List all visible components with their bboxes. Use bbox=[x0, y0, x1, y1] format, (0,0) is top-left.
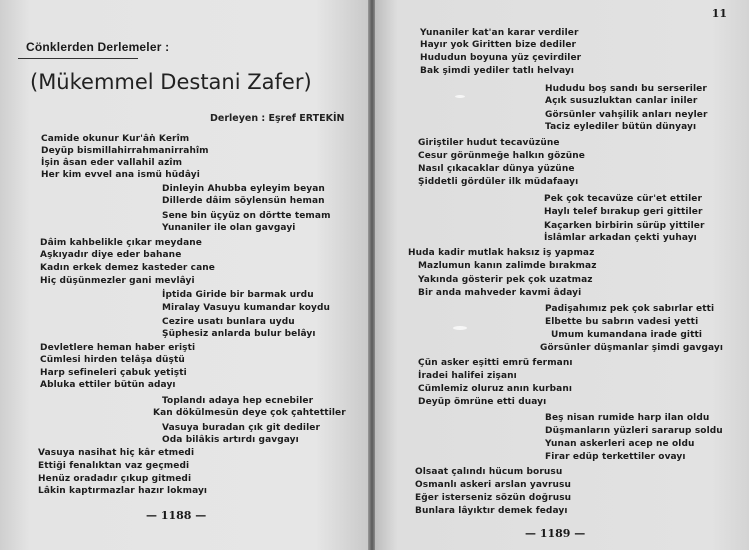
poem-line: Toplandı adaya hep ecnebiler bbox=[162, 396, 314, 406]
poem-line: Deyüp ömrüne etti duayı bbox=[418, 397, 547, 407]
poem-line: Yunaniler ile olan gavgayi bbox=[162, 223, 296, 233]
poem-line: Kaçarken birbirin sürüp yittiler bbox=[544, 221, 705, 231]
poem-line: İslâmlar arkadan çekti yuhayı bbox=[544, 233, 697, 243]
page-number: — 1189 — bbox=[525, 527, 586, 540]
poem-line: Hayır yok Giritten bize dediler bbox=[420, 40, 577, 50]
poem-line: Deyüp bismillahirrahmanirrahîm bbox=[41, 146, 209, 156]
poem-line: Kadın erkek demez kasteder cane bbox=[40, 263, 215, 273]
left-page bbox=[0, 0, 371, 550]
poem-line: Osmanlı askeri arslan yavrusu bbox=[415, 480, 571, 490]
poem-line: Miralay Vasuyu kumandar koydu bbox=[162, 303, 331, 313]
poem-line: Şiddetli gördüler ilk müdafaayı bbox=[418, 177, 579, 187]
poem-line: Cümlesi hirden telâşa düştü bbox=[40, 355, 185, 365]
page-number: — 1188 — bbox=[146, 509, 207, 522]
poem-line: Umum kumandana irade gitti bbox=[551, 330, 703, 340]
poem-line: Yakında gösterir pek çok uzatmaz bbox=[418, 275, 593, 285]
poem-line: Pek çok tecavüze cür'et ettiler bbox=[544, 194, 703, 204]
poem-line: Açık susuzluktan canlar iniler bbox=[545, 96, 698, 106]
poem-line: Cesur görünmeğe halkın gözüne bbox=[418, 151, 585, 161]
poem-line: Yunan askerleri acep ne oldu bbox=[545, 439, 695, 449]
poem-line: Her kim evvel ana ismü hüdâyi bbox=[41, 170, 200, 180]
poem-line: Taciz eylediler bütün dünyayı bbox=[545, 122, 697, 132]
poem-line: Görsünler vahşilik anları neyler bbox=[545, 110, 708, 120]
heading-underline bbox=[18, 58, 138, 59]
poem-line: Dillerde dâim söylensün heman bbox=[162, 196, 325, 206]
poem-line: Huda kadir mutlak haksız iş yapmaz bbox=[408, 248, 595, 258]
poem-line: Bak şimdi yediler tatlı helvayı bbox=[420, 66, 575, 76]
poem-line: Olsaat çalındı hücum borusu bbox=[415, 467, 563, 477]
poem-title: (Mükemmel Destani Zafer) bbox=[30, 70, 312, 94]
poem-line: Çün asker eşitti emrü fermanı bbox=[418, 358, 573, 368]
poem-line: Bunlara lâyıktır demek fedayı bbox=[415, 506, 568, 516]
paper-blemish bbox=[455, 95, 465, 98]
corner-number: 11 bbox=[711, 7, 727, 20]
poem-line: Firar edüp terkettiler ovayı bbox=[545, 452, 686, 462]
poem-line: Dinleyin Ahubba eyleyim beyan bbox=[162, 184, 325, 194]
poem-line: Camide okunur Kur'âṅ Kerîm bbox=[41, 134, 190, 144]
poem-line: Düşmanların yüzleri sararup soldu bbox=[545, 426, 723, 436]
right-page bbox=[375, 0, 749, 550]
poem-line: Harp sefineleri çabuk yetişti bbox=[40, 368, 187, 378]
poem-line: Yunaniler kat'an karar verdiler bbox=[420, 28, 579, 38]
poem-line: Cezire usatı bunlara uydu bbox=[162, 317, 295, 327]
poem-line: Elbette bu sabrın vadesi yetti bbox=[545, 317, 699, 327]
poem-line: Vasuya nasihat hiç kâr etmedi bbox=[38, 448, 195, 458]
poem-line: Beş nisan rumide harp ilan oldu bbox=[545, 413, 710, 423]
poem-line: İptida Giride bir barmak urdu bbox=[162, 290, 314, 300]
poem-line: Haylı telef bırakup geri gittiler bbox=[544, 207, 703, 217]
poem-line: Sene bin üçyüz on dörtte temam bbox=[162, 211, 331, 221]
poem-line: Bir anda mahveder kavmi âdayi bbox=[418, 288, 582, 298]
poem-line: Oda bilâkis artırdı gavgayı bbox=[162, 435, 299, 445]
poem-line: Ettiği fenalıktan vaz geçmedi bbox=[38, 461, 190, 471]
poem-line: Hududu boş sandı bu serseriler bbox=[545, 84, 707, 94]
compiler-credit: Derleyen : Eşref ERTEKİN bbox=[210, 113, 345, 124]
poem-line: Hiç düşünmezler gani mevlâyi bbox=[40, 276, 195, 286]
poem-line: Vasuya buradan çık git dediler bbox=[162, 423, 321, 433]
poem-line: Mazlumun kanın zalimde bırakmaz bbox=[418, 261, 597, 271]
poem-line: Aşkıyadır diye eder bahane bbox=[40, 250, 182, 260]
poem-line: Dâim kahbelikle çıkar meydane bbox=[40, 238, 202, 248]
poem-line: Devletlere heman haber erişti bbox=[40, 343, 196, 353]
poem-line: Eğer isterseniz sözün doğrusu bbox=[415, 493, 572, 503]
poem-line: Giriştiler hudut tecavüzüne bbox=[418, 138, 560, 148]
section-heading: Cönklerden Derlemeler : bbox=[26, 40, 170, 54]
poem-line: Lâkin kaptırmazlar hazır lokmayı bbox=[38, 486, 208, 496]
poem-line: Görsünler düşmanlar şimdi gavgayı bbox=[540, 343, 724, 353]
poem-line: Hududun boyuna yüz çevirdiler bbox=[420, 53, 582, 63]
poem-line: Padişahımız pek çok sabırlar etti bbox=[545, 304, 715, 314]
poem-line: Abluka ettiler bütün adayı bbox=[40, 380, 176, 390]
poem-line: İradei halifei zişanı bbox=[418, 371, 517, 381]
poem-line: Cümlemiz oluruz anın kurbanı bbox=[418, 384, 573, 394]
paper-blemish bbox=[453, 326, 467, 330]
poem-line: Kan dökülmesün deye çok çahtettiler bbox=[153, 408, 346, 418]
poem-line: İşin âsan eder vallahil azîm bbox=[41, 158, 183, 168]
poem-line: Şüphesiz anlarda bulur belâyı bbox=[162, 329, 316, 339]
poem-line: Henüz oradadır çıkup gitmedi bbox=[38, 474, 192, 484]
poem-line: Nasıl çıkacaklar dünya yüzüne bbox=[418, 164, 575, 174]
